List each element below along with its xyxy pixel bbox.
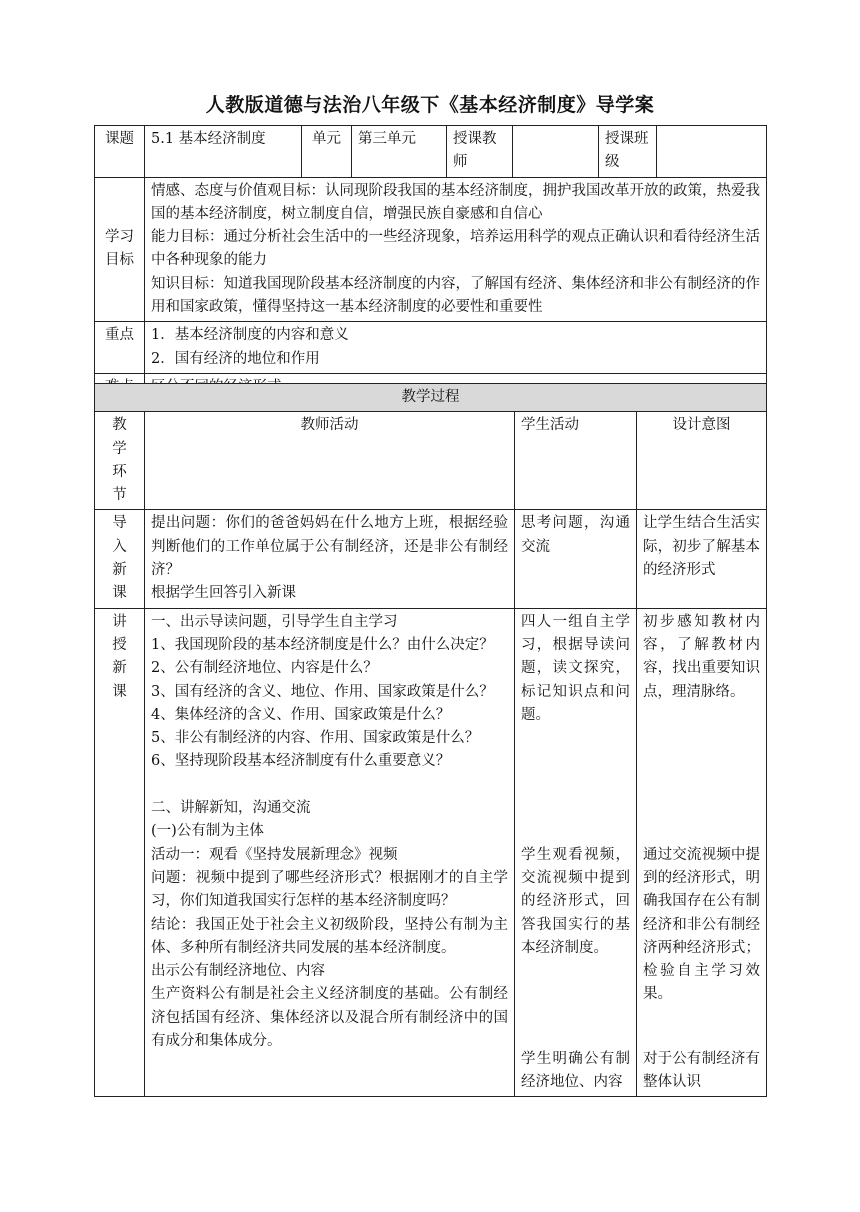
class-value [657,126,767,178]
key-points-label: 重点 [95,322,145,374]
teach-student-activity: 四人一组自主学习，根据导读问题，读文探究，标记知识点和问题。 学生观看视频，交流视频中提到的经济形式，回答我国实行的基本经济制度。 学生明确公有制经济地位、内容 [515,608,637,1097]
unit-value: 第三单元 [352,126,447,178]
intro-student-activity: 思考问题，沟通交流 [515,510,637,608]
topic-value: 5.1 基本经济制度 [145,126,302,178]
goals-content [145,177,767,322]
teach-teacher-activity: 一、出示导读问题，引导学生自主学习 1、我国现阶段的基本经济制度是什么？由什么决定？ 2、公有制经济地位、内容是什么？ 3、国有经济的含义、地位、作用、国家政策是什么？ 4、集体经济的含义、作用、国家政策是什么？ 5、非公有制经济的内容、作用、国家政策是什么？ 6、坚持现阶段基本经济制度有什么重要意义？ 二、讲解新知，沟通交流 (一)公有制为主体 活动一：观看《坚持发展新理念》视频 问题：视频中提到了哪些经济形式？根据刚才的自主学习，你们知道我国实行怎样的基本经济制度吗？ 结论：我国正处于社会主义初级阶段，坚持公有制为主体、多种所有制经济共同发展的基本经济制度。 出示公有制经济地位、内容 生产资料公有制是社会主义经济制度的基础。公有制经济包括国有经济、集体经济以及混合所有制经济中的国有成分和集体成分。 [145,608,515,1097]
teacher-column-header: 教师活动 [145,412,515,510]
unit-label: 单元 [302,126,352,178]
teacher-label: 授课教师 [447,126,513,178]
intro-stage: 导 入 新 课 [95,510,145,608]
info-table [94,125,767,402]
document-title: 人教版道德与法治八年级下《基本经济制度》导学案 [205,94,655,116]
key-points-content [145,322,767,374]
class-label: 授课班级 [599,126,657,178]
goal-emotion: 情感、态度与价值观目标：认同现阶段我国的基本经济制度，拥护我国改革开放的政策，热爱我国的基本经济制度，树立制度自信，增强民族自豪感和自信心 [151,182,760,222]
goal-ability: 能力目标：通过分析社会生活中的一些经济现象，培养运用科学的观点正确认识和看待经济生活中各种现象的能力 [151,229,760,269]
teach-row [95,608,767,1097]
process-header-row [95,384,767,412]
intro-row [95,510,767,608]
goal-knowledge: 知识目标：知道我国现阶段基本经济制度的内容，了解国有经济、集体经济和非公有制经济的作用和国家政策，懂得坚持这一基本经济制度的必要性和重要性 [151,275,760,316]
topic-label: 课题 [95,126,145,178]
teach-design-intent: 初步感知教材内容，了解教材内容，找出重要知识点，理清脉络。 通过交流视频中提到的经济形式，明确我国存在公有制经济和非公有制经济两种经济形式；检验自主学习效果。 对于公有制经济有整体认识 [637,608,767,1097]
key-point-2: 2．国有经济的地位和作用 [151,350,320,367]
goals-label: 学习目标 [95,177,145,322]
goals-row [95,177,767,322]
info-row [95,126,767,178]
key-points-row [95,322,767,374]
key-point-1: 1．基本经济制度的内容和意义 [151,327,349,344]
teach-stage: 讲 授 新 课 [95,608,145,1097]
process-columns-row [95,412,767,510]
teacher-value [513,126,599,178]
process-header: 教学过程 [95,384,767,412]
design-column-header: 设计意图 [637,412,767,510]
student-column-header: 学生活动 [515,412,637,510]
process-table [94,383,767,1097]
intro-teacher-activity: 提出问题：你们的爸爸妈妈在什么地方上班，根据经验判断他们的工作单位属于公有制经济，还是非公有制经济？ 根据学生回答引入新课 [145,510,515,608]
stage-column-header: 教 学 环 节 [95,412,145,510]
intro-design-intent: 让学生结合生活实际，初步了解基本的经济形式 [637,510,767,608]
